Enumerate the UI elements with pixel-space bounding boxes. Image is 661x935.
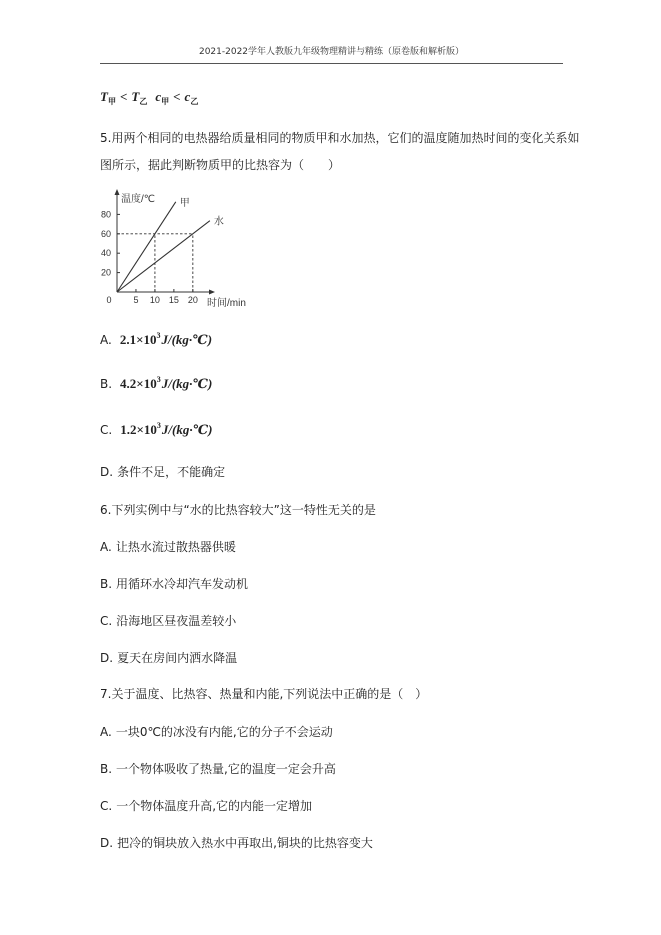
q6-option-c	[100, 613, 236, 629]
coefficient: 4.2×10	[120, 376, 157, 391]
option-formula	[120, 376, 212, 391]
t-right-subscript: 乙	[139, 97, 148, 106]
y-axis-arrow	[115, 189, 120, 195]
page-header: 2021-2022学年人教版九年级物理精讲与精练（原卷版和解析版）	[198, 47, 465, 57]
option-text: 用循环水冷却汽车发动机	[116, 577, 249, 591]
y-tick-label: 40	[100, 248, 111, 259]
option-text: 条件不足，不能确定	[117, 465, 226, 479]
exponent: 3	[156, 375, 161, 384]
option-label: D.	[100, 836, 114, 850]
option-text: 一个物体吸收了热量,它的温度一定会升高	[116, 762, 336, 776]
q7-option-d	[100, 835, 373, 851]
c-right-subscript: 乙	[190, 97, 199, 106]
y-tick-label: 80	[100, 209, 111, 220]
header-divider	[100, 63, 563, 64]
c-left-subscript: 甲	[161, 97, 170, 106]
y-axis-label: 温度/℃	[121, 194, 156, 205]
option-text: 沿海地区昼夜温差较小	[116, 614, 237, 628]
q6-option-a	[100, 539, 236, 555]
coefficient: 1.2×10	[120, 422, 157, 437]
t-symbol: T	[131, 89, 140, 104]
q5-option-c	[100, 422, 212, 438]
c-symbol: c	[155, 89, 162, 104]
series-label: 甲	[179, 197, 190, 209]
q6-option-d	[100, 650, 237, 666]
origin-label: 0	[106, 295, 112, 305]
option-label: A.	[100, 540, 112, 554]
q6-stem: 6.下列实例中与“水的比热容较大”这一特性无关的是	[100, 503, 376, 517]
option-label: A.	[100, 333, 112, 347]
c-operator: <	[173, 89, 181, 104]
x-tick-label: 5	[133, 295, 139, 305]
option-label: B.	[100, 762, 113, 776]
option-formula	[120, 422, 212, 437]
option-label: C.	[100, 423, 113, 437]
option-label: B.	[100, 577, 113, 591]
exponent: 3	[156, 331, 161, 340]
y-tick-label: 60	[100, 228, 111, 239]
q7-stem: 7.关于温度、比热容、热量和内能,下列说法中正确的是（ ）	[100, 687, 428, 701]
temperature-time-chart	[95, 185, 265, 315]
q5-option-b	[100, 376, 212, 392]
option-formula	[120, 332, 212, 347]
option-text: 夏天在房间内洒水降温	[117, 651, 238, 665]
exponent: 3	[156, 421, 161, 430]
q7-option-c	[100, 798, 312, 814]
coefficient: 2.1×10	[119, 332, 157, 347]
option-text: 一块0℃的冰没有内能,它的分子不会运动	[115, 725, 333, 739]
t-operator: <	[119, 89, 128, 104]
option-label: A.	[100, 725, 112, 739]
q6-option-b	[100, 576, 248, 592]
series-line	[117, 202, 176, 292]
option-text: 一个物体温度升高,它的内能一定增加	[116, 799, 313, 813]
q5-option-d	[100, 464, 225, 480]
option-label: B.	[100, 377, 113, 391]
c-symbol: c	[184, 89, 191, 104]
q5-stem-line-2: 图所示，据此判断物质甲的比热容为（ ）	[100, 158, 341, 172]
unit: J/(kg·℃)	[161, 376, 213, 391]
series-line	[117, 221, 210, 292]
q7-option-b	[100, 761, 336, 777]
option-label: D.	[100, 465, 114, 479]
q7-option-a	[100, 724, 333, 740]
option-text: 把冷的铜块放入热水中再取出,铜块的比热容变大	[117, 836, 373, 850]
x-tick-label: 20	[187, 295, 198, 305]
q5-option-a	[100, 332, 212, 348]
t-left-subscript: 甲	[107, 97, 116, 106]
previous-answer-formula	[100, 89, 198, 110]
option-label: D.	[100, 651, 114, 665]
option-label: C.	[100, 799, 113, 813]
x-axis-label: 时间/min	[207, 298, 246, 309]
q5-stem-line-1: 5.用两个相同的电热器给质量相同的物质甲和水加热，它们的温度随加热时间的变化关系如	[100, 131, 580, 145]
unit: J/(kg·℃)	[161, 332, 213, 347]
unit: J/(kg·℃)	[161, 422, 213, 437]
series-label: 水	[213, 216, 224, 228]
y-tick-label: 20	[100, 267, 111, 278]
x-axis-arrow	[209, 290, 215, 295]
option-text: 让热水流过散热器供暖	[115, 540, 236, 554]
t-symbol: T	[100, 89, 108, 104]
option-label: C.	[100, 614, 113, 628]
x-tick-label: 10	[149, 295, 160, 305]
x-tick-label: 15	[168, 295, 179, 305]
